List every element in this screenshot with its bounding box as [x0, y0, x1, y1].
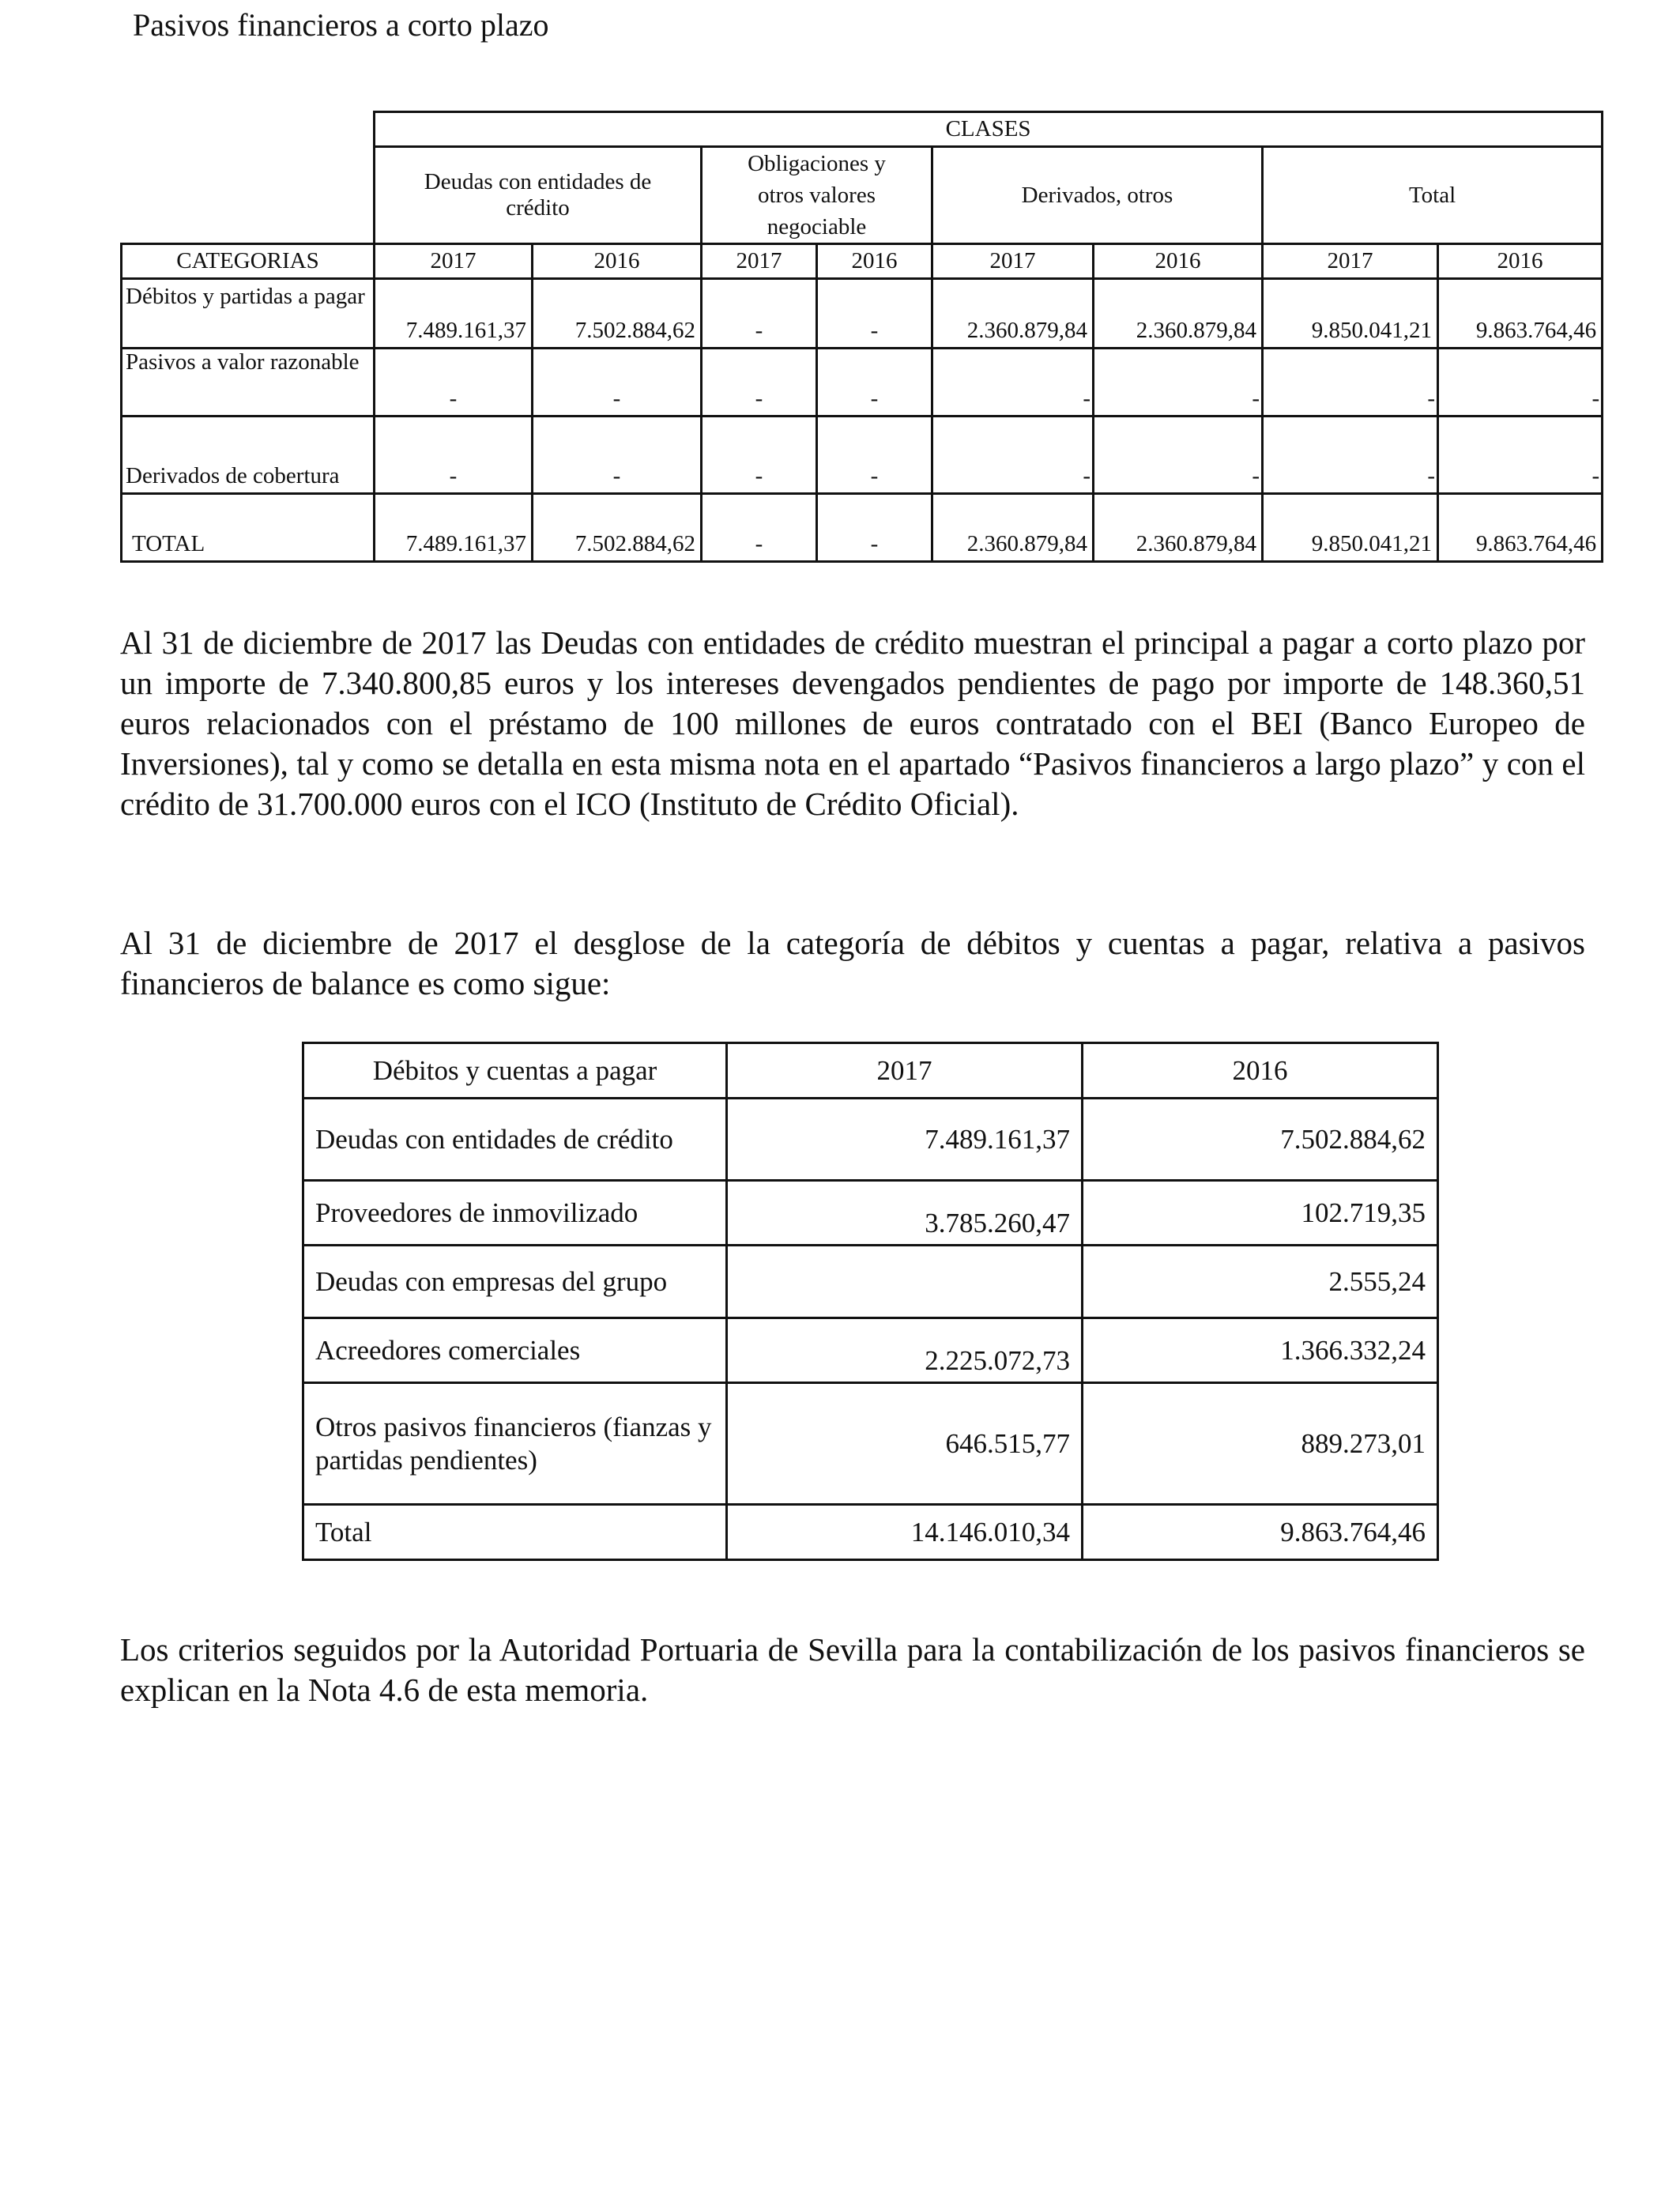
- cell-value: -: [702, 494, 817, 562]
- cell-value: 14.146.010,34: [727, 1505, 1083, 1560]
- cell-value: -: [932, 349, 1094, 417]
- table-row: [303, 1383, 1438, 1505]
- table-row: [303, 1246, 1438, 1318]
- year-header: 2016: [1438, 244, 1603, 279]
- cell-value: -: [533, 417, 702, 494]
- row-label: Derivados de cobertura: [122, 417, 375, 494]
- cell-value: 3.785.260,47: [727, 1181, 1083, 1246]
- cell-value: 7.489.161,37: [375, 494, 533, 562]
- row-label: Otros pasivos financieros (fianzas y partidas pendientes): [303, 1383, 727, 1505]
- column-header: 2017: [727, 1043, 1083, 1099]
- clases-header: CLASES: [375, 112, 1603, 147]
- table-row: [303, 1181, 1438, 1246]
- year-header: 2016: [1094, 244, 1263, 279]
- cell-value: 9.850.041,21: [1263, 494, 1438, 562]
- cell-value: 7.502.884,62: [1083, 1099, 1438, 1181]
- cell-value: 7.502.884,62: [533, 279, 702, 349]
- cell-value: -: [702, 279, 817, 349]
- cell-value: -: [817, 279, 932, 349]
- categorias-header: CATEGORIAS: [122, 244, 375, 279]
- row-label: Total: [303, 1505, 727, 1560]
- cell-value: -: [702, 417, 817, 494]
- cell-value: -: [817, 417, 932, 494]
- cell-value: -: [533, 349, 702, 417]
- year-header: 2017: [702, 244, 817, 279]
- cell-value: 9.863.764,46: [1438, 279, 1603, 349]
- class-header: Obligaciones y otros valores negociable: [702, 147, 932, 244]
- year-header: 2017: [932, 244, 1094, 279]
- class-header: Deudas con entidades de crédito: [375, 147, 702, 244]
- column-header: 2016: [1083, 1043, 1438, 1099]
- cell-value: -: [1438, 349, 1603, 417]
- cell-value: -: [375, 349, 533, 417]
- row-label: Acreedores comerciales: [303, 1318, 727, 1383]
- cell-value: 646.515,77: [727, 1383, 1083, 1505]
- class-header: Total: [1263, 147, 1603, 244]
- cell-value: 1.366.332,24: [1083, 1318, 1438, 1383]
- debits-payables-table: [302, 1042, 1439, 1561]
- class-header: Derivados, otros: [932, 147, 1263, 244]
- cell-value: -: [1263, 349, 1438, 417]
- cell-value: -: [932, 417, 1094, 494]
- cell-value: -: [375, 417, 533, 494]
- cell-value: 7.489.161,37: [375, 279, 533, 349]
- cell-value: -: [1094, 349, 1263, 417]
- column-header: Débitos y cuentas a pagar: [303, 1043, 727, 1099]
- cell-value: 7.489.161,37: [727, 1099, 1083, 1181]
- cell-value: -: [1263, 417, 1438, 494]
- cell-value: -: [1094, 417, 1263, 494]
- cell-value: 889.273,01: [1083, 1383, 1438, 1505]
- cell-value: 7.502.884,62: [533, 494, 702, 562]
- table-row: [122, 349, 1603, 417]
- cell-value: 2.360.879,84: [1094, 279, 1263, 349]
- cell-value: 2.555,24: [1083, 1246, 1438, 1318]
- year-header: 2017: [1263, 244, 1438, 279]
- cell-value: 9.863.764,46: [1438, 494, 1603, 562]
- short-term-liabilities-table: [120, 111, 1603, 563]
- cell-value: 2.360.879,84: [932, 494, 1094, 562]
- cell-value: -: [702, 349, 817, 417]
- row-label: Pasivos a valor razonable: [122, 349, 375, 417]
- paragraph-breakdown-intro: Al 31 de diciembre de 2017 el desglose de la categoría de débitos y cuentas a pagar, relativa a pasivos financieros de balance es como sigue:: [120, 925, 1585, 1001]
- cell-value: 2.225.072,73: [727, 1318, 1083, 1383]
- cell-value: 102.719,35: [1083, 1181, 1438, 1246]
- table-row-total: [122, 494, 1603, 562]
- cell-value: -: [817, 494, 932, 562]
- year-header: 2016: [533, 244, 702, 279]
- table-row: [122, 279, 1603, 349]
- year-header: 2016: [817, 244, 932, 279]
- row-label: TOTAL: [122, 494, 375, 562]
- row-label: Deudas con empresas del grupo: [303, 1246, 727, 1318]
- row-label: Deudas con entidades de crédito: [303, 1099, 727, 1181]
- cell-value: 9.850.041,21: [1263, 279, 1438, 349]
- paragraph-criteria: Los criterios seguidos por la Autoridad Portuaria de Sevilla para la contabilización de los pasivos financieros se explican en la Nota 4.6 de esta memoria.: [120, 1631, 1585, 1708]
- cell-value: 2.360.879,84: [932, 279, 1094, 349]
- table-row: [303, 1318, 1438, 1383]
- paragraph-credit-debts: Al 31 de diciembre de 2017 las Deudas con entidades de crédito muestran el principal a pagar a corto plazo por un importe de 7.340.800,85 euros y los intereses devengados pendientes de pago por importe de 148.360,51 euros relacionados con el préstamo de 100 millones de euros contratado con el BEI (Banco Europeo de Inversiones), tal y como se detalla en esta misma nota en el apartado “Pasivos financieros a largo plazo” y con el crédito de 31.700.000 euros con el ICO (Instituto de Crédito Oficial).: [120, 624, 1585, 822]
- cell-value: -: [1438, 417, 1603, 494]
- year-header: 2017: [375, 244, 533, 279]
- cell-value: -: [817, 349, 932, 417]
- table-row: [122, 417, 1603, 494]
- cell-value: 9.863.764,46: [1083, 1505, 1438, 1560]
- table-row: [303, 1099, 1438, 1181]
- cell-value: [727, 1246, 1083, 1318]
- table-row-total: [303, 1505, 1438, 1560]
- section-heading: Pasivos financieros a corto plazo: [133, 7, 549, 43]
- row-label: Débitos y partidas a pagar: [122, 279, 375, 349]
- cell-value: 2.360.879,84: [1094, 494, 1263, 562]
- row-label: Proveedores de inmovilizado: [303, 1181, 727, 1246]
